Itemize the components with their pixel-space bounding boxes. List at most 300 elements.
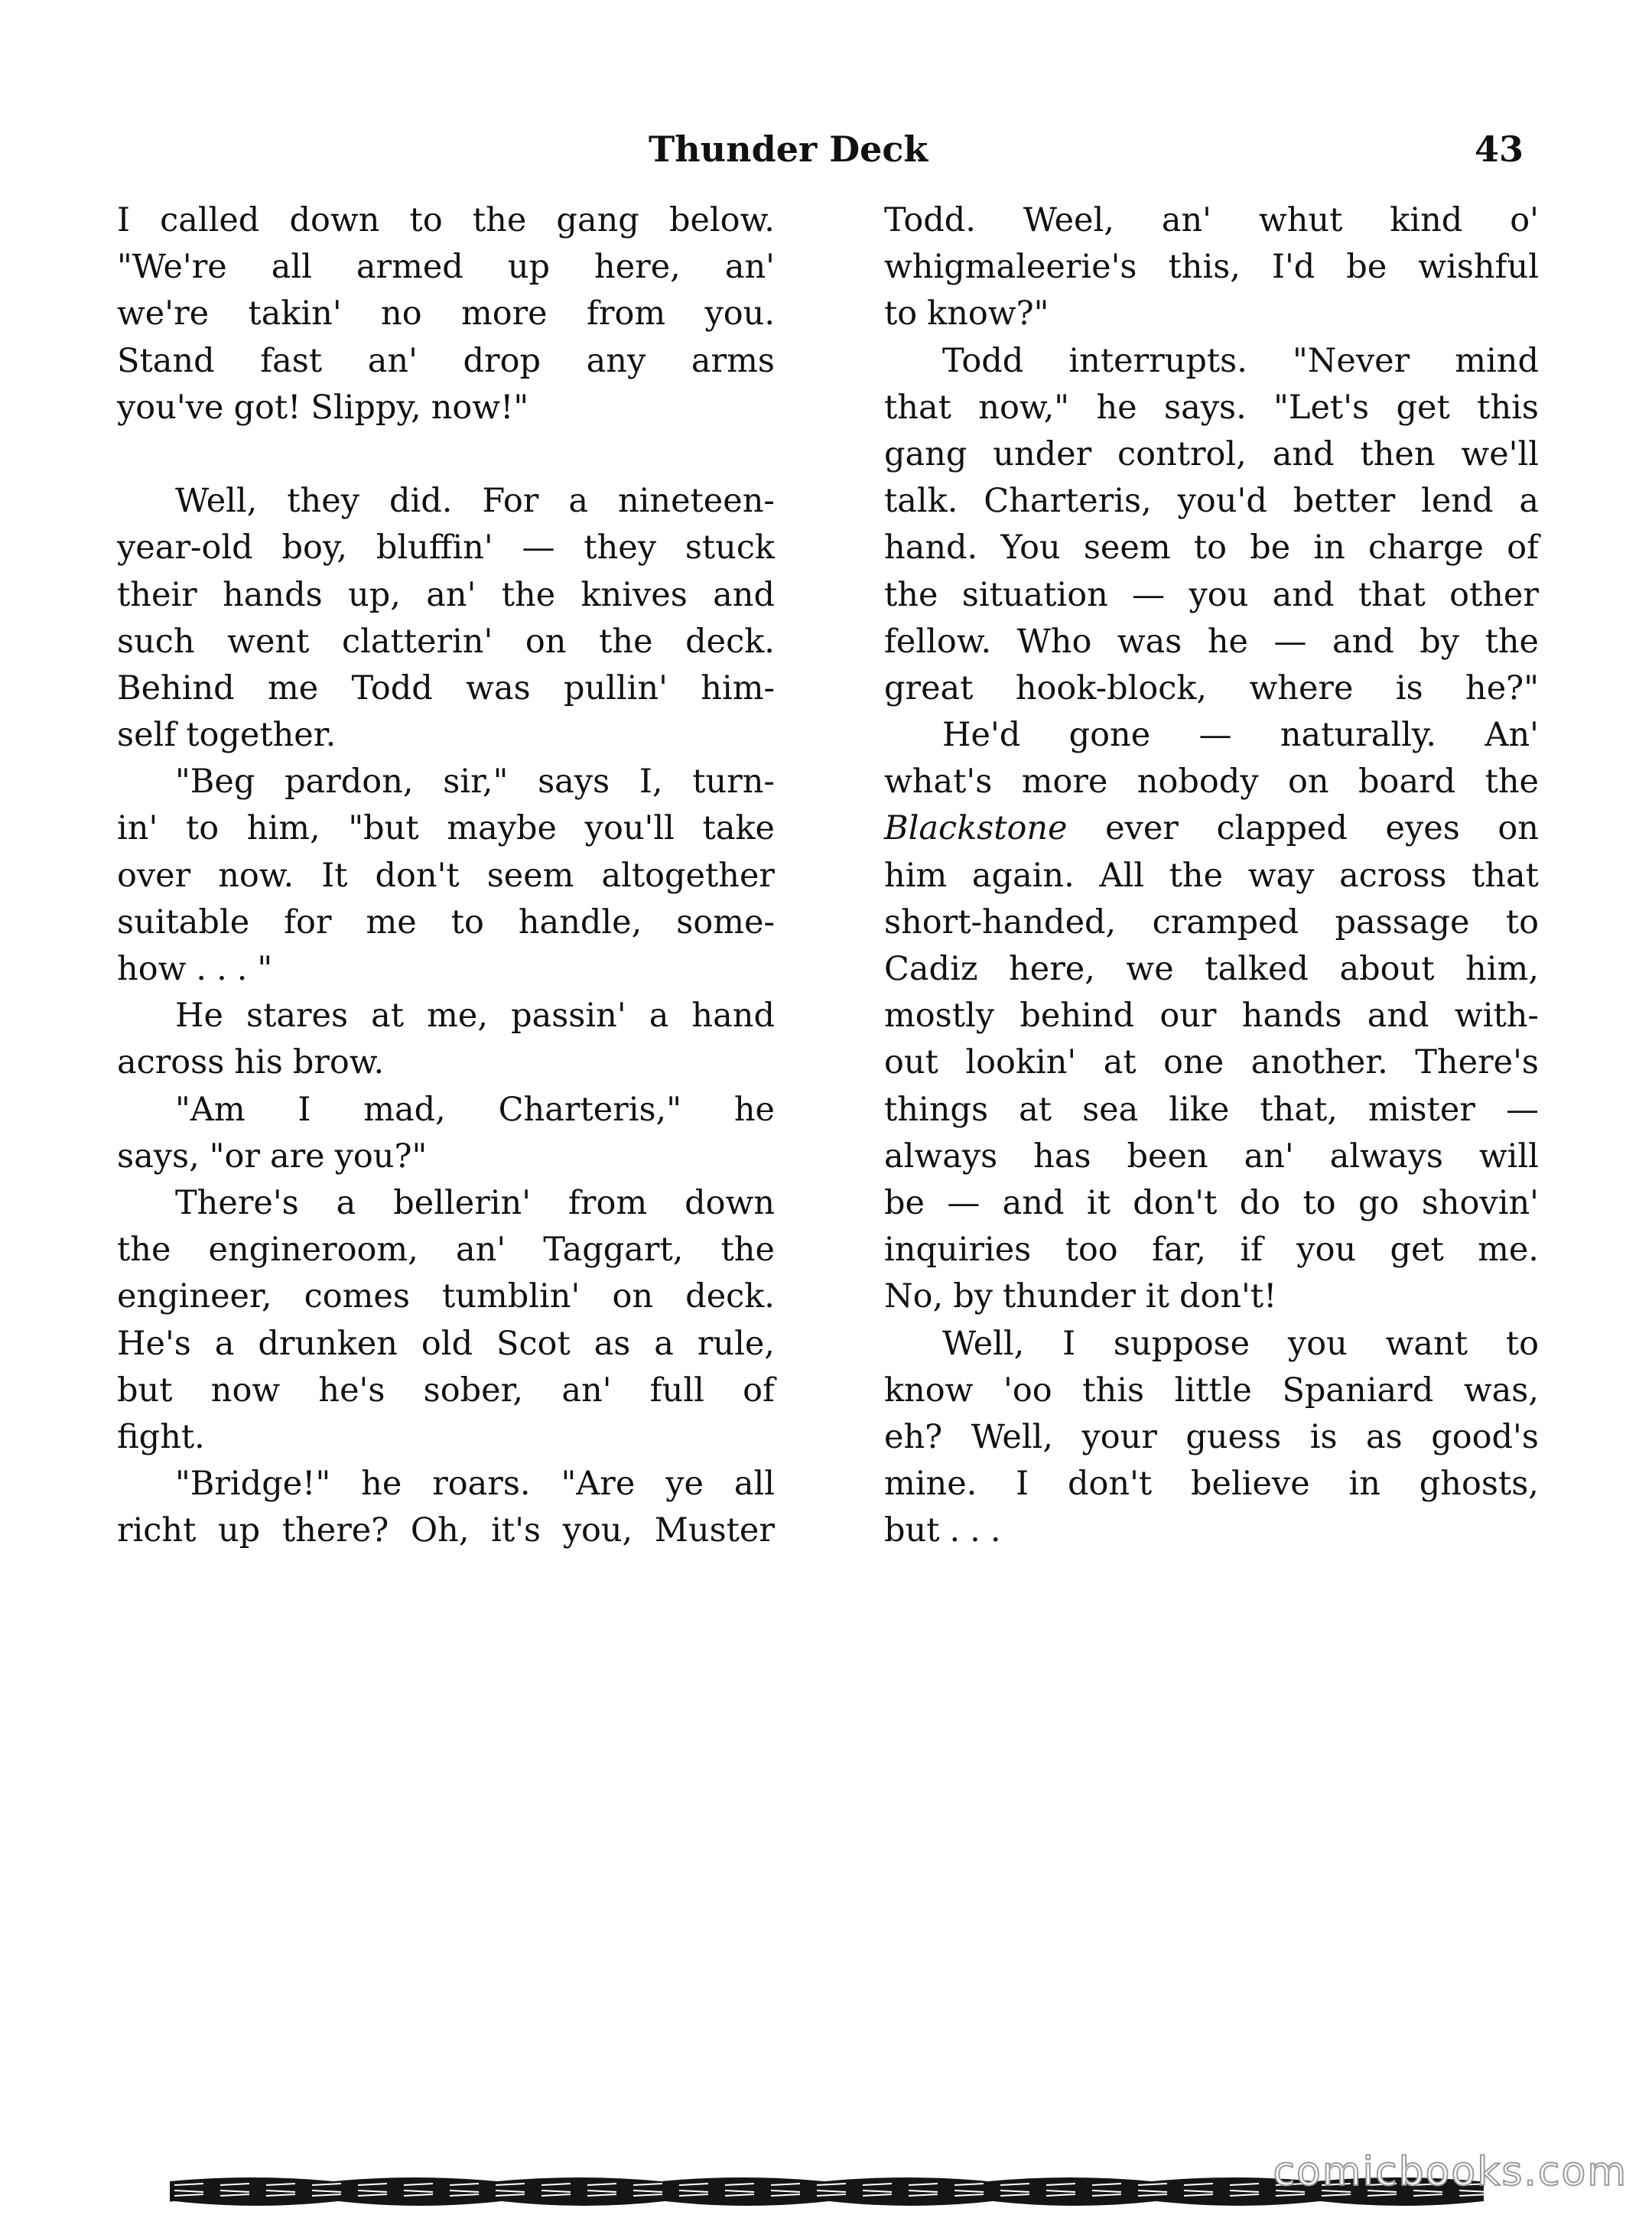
word: about (1339, 950, 1435, 988)
word: shovin' (1421, 1183, 1539, 1222)
word: be (1346, 248, 1387, 287)
word: I, (639, 763, 663, 802)
text-line (884, 572, 1539, 619)
word: here, (1009, 950, 1095, 988)
word: if (1240, 1231, 1263, 1270)
word: on (525, 622, 567, 661)
word: seem (1083, 528, 1171, 568)
word: up (217, 1511, 261, 1550)
word: kind (1390, 201, 1463, 239)
word: that (1472, 856, 1539, 895)
word: you (1287, 1324, 1348, 1363)
word: says. (1164, 388, 1247, 427)
word: ever (1105, 809, 1179, 848)
word: mine. (884, 1465, 977, 1504)
word: again. (971, 856, 1075, 895)
word: they (584, 528, 657, 568)
word: an' (561, 1371, 612, 1410)
word: and (1002, 1183, 1065, 1222)
word: and (1272, 434, 1335, 473)
text-line (117, 899, 775, 946)
word: bellerin' (393, 1183, 532, 1222)
word: do (1239, 1183, 1281, 1222)
word: good's (1431, 1417, 1539, 1456)
word: sea (1082, 1090, 1139, 1129)
text-line (117, 853, 775, 899)
text-line (117, 665, 775, 712)
word: like (1169, 1090, 1230, 1129)
word: me (366, 902, 417, 942)
word: Todd (942, 341, 1024, 380)
word: He (175, 997, 223, 1036)
word: now. (218, 856, 294, 895)
word: "but (348, 809, 419, 848)
word: I (298, 1090, 311, 1129)
word: they (287, 482, 359, 521)
word: — (1505, 1090, 1539, 1129)
word: to (409, 201, 443, 239)
word: you (1296, 1231, 1357, 1270)
word: be (1250, 528, 1291, 568)
text-line (884, 291, 1539, 337)
text-line (884, 1461, 1539, 1507)
word: it (1145, 1277, 1169, 1316)
word: I (1016, 1465, 1029, 1504)
word: Stand (117, 341, 215, 380)
word: — (522, 528, 555, 568)
word: suitable (117, 902, 250, 942)
word: is (1309, 1417, 1338, 1456)
word: talk. (884, 482, 958, 521)
word: the (1485, 622, 1539, 661)
word: the (501, 575, 556, 614)
word: their (117, 575, 197, 614)
text-line (117, 759, 775, 805)
word: passage (1335, 902, 1470, 942)
word: you'd (1177, 482, 1267, 521)
right-text-column (884, 197, 1539, 1554)
word: "Are (561, 1465, 636, 1504)
word: boy, (281, 528, 348, 568)
word: Charteris," (498, 1090, 681, 1129)
word: all (271, 248, 312, 287)
word: guess (1185, 1417, 1282, 1456)
word: from (567, 1183, 648, 1222)
text-line (884, 197, 1539, 244)
word: he's (318, 1371, 385, 1410)
word: — (1273, 622, 1307, 661)
word: There's (1415, 1043, 1539, 1082)
word: was (1117, 622, 1182, 661)
word: we'll (1461, 434, 1539, 473)
word: nineteen- (617, 482, 775, 521)
word: together. (186, 716, 337, 755)
word: to (1302, 1183, 1336, 1222)
word: sir," (443, 763, 509, 802)
text-line (884, 525, 1539, 571)
word: too (1065, 1231, 1118, 1270)
word: fellow. (884, 622, 992, 661)
word: bluffin' (376, 528, 493, 568)
word: pullin' (563, 668, 668, 707)
word: engineroom, (208, 1231, 418, 1270)
text-line (884, 712, 1539, 759)
word: Cadiz (884, 950, 978, 988)
word: you (1189, 575, 1249, 614)
word: interrupts. (1068, 341, 1247, 380)
word: to (1505, 902, 1539, 942)
word: a (214, 1324, 235, 1363)
word: brow. (292, 1043, 385, 1082)
text-line (884, 244, 1539, 291)
word: at (1019, 1090, 1052, 1129)
word: under (993, 434, 1092, 473)
text-line (884, 1227, 1539, 1273)
word: knives (580, 575, 688, 614)
word: where (1249, 668, 1354, 707)
word: rule, (697, 1324, 775, 1363)
word: the (720, 1231, 775, 1270)
word: he (1207, 622, 1248, 661)
text-line (884, 805, 1539, 852)
word: me (268, 668, 319, 707)
text-line (117, 993, 775, 1039)
text-line (117, 1461, 775, 1507)
word: you, (562, 1511, 633, 1550)
word: got! (233, 388, 301, 427)
word: by (1419, 622, 1460, 661)
text-line (117, 572, 775, 619)
word: now!" (431, 388, 529, 427)
word: will (1478, 1137, 1539, 1176)
word: Scot (496, 1324, 571, 1363)
word: gang (884, 434, 967, 473)
word: whut (1258, 201, 1343, 239)
word: — (1198, 716, 1232, 755)
word: . (196, 950, 207, 988)
word: another. (1250, 1043, 1388, 1082)
word: . (990, 1511, 1001, 1550)
word: maybe (447, 809, 557, 848)
word: o' (1510, 201, 1539, 239)
word: and (713, 575, 775, 614)
word: don't (375, 856, 460, 895)
page-number: 43 (1475, 128, 1524, 170)
word: ye (665, 1465, 704, 1504)
word: seem (486, 856, 574, 895)
word: board (1358, 763, 1456, 802)
word: . (970, 1511, 980, 1550)
text-line (884, 1180, 1539, 1227)
word: "Let's (1273, 388, 1370, 427)
word: lend (1421, 482, 1494, 521)
text-line (884, 1507, 1539, 1554)
word: things (884, 1090, 989, 1129)
text-line (117, 712, 775, 759)
word: stares (246, 997, 349, 1036)
word: down (289, 201, 380, 239)
word: that (1358, 575, 1426, 614)
word: Spaniard (1282, 1371, 1434, 1410)
word: lookin' (965, 1043, 1077, 1082)
word: No, (884, 1277, 944, 1316)
word: across (117, 1043, 225, 1082)
word: he (1096, 388, 1137, 427)
word: me, (427, 997, 489, 1036)
text-line (884, 899, 1539, 946)
word: great (884, 668, 974, 707)
text-line (117, 805, 775, 852)
word: says (538, 763, 610, 802)
word: richt (117, 1511, 197, 1550)
word: me. (1478, 1231, 1539, 1270)
word: self (117, 716, 177, 755)
word: you've (117, 388, 224, 427)
word: He'd (942, 716, 1021, 755)
word: — (1132, 575, 1166, 614)
word: All (1099, 856, 1144, 895)
text-line (884, 665, 1539, 712)
word: any (586, 341, 646, 380)
word: . (236, 950, 248, 988)
word: clatterin' (342, 622, 493, 661)
word: deck. (685, 1277, 775, 1316)
word: believe (1191, 1465, 1310, 1504)
word: hand. (884, 528, 978, 568)
word: an' (724, 248, 775, 287)
word: gone (1068, 716, 1151, 755)
word: been (1127, 1137, 1208, 1176)
word: takin' (248, 294, 342, 333)
word: Behind (117, 668, 235, 707)
word: altogether (601, 856, 775, 895)
word: nobody (1137, 763, 1259, 802)
word: control, (1117, 434, 1247, 473)
word: It (321, 856, 348, 895)
word: comes (304, 1277, 410, 1316)
word: get (1390, 1231, 1444, 1270)
word: an' (1244, 1137, 1294, 1176)
word: "Am (175, 1090, 246, 1129)
word: a (568, 482, 588, 521)
word: up, (348, 575, 401, 614)
word: but (117, 1371, 173, 1410)
word: — (947, 1183, 980, 1222)
word: way (1247, 856, 1315, 895)
word: He's (117, 1324, 191, 1363)
word: you?" (334, 1137, 428, 1176)
word: wishful (1418, 248, 1539, 287)
word: he?" (1465, 668, 1539, 707)
word: drop (463, 341, 541, 380)
word: hook-block, (1015, 668, 1208, 707)
word: how (117, 950, 187, 988)
word: hand (691, 997, 775, 1036)
text-line (117, 1321, 775, 1368)
word: to (1193, 528, 1227, 568)
word: to (185, 809, 220, 848)
word: arms (691, 341, 775, 380)
word: inquiries (884, 1231, 1032, 1270)
word: an' (426, 575, 476, 614)
word: such (117, 622, 195, 661)
text-line (884, 1133, 1539, 1180)
word: don't (1067, 1465, 1153, 1504)
word: now (210, 1371, 281, 1410)
word: drunken (258, 1324, 398, 1363)
word: the (472, 201, 527, 239)
word: to (884, 294, 918, 333)
word: old (421, 1324, 473, 1363)
word: all (733, 1465, 775, 1504)
text-line (117, 1087, 775, 1133)
word: cramped (1152, 902, 1299, 942)
word: be (884, 1183, 925, 1222)
word: passin' (511, 997, 626, 1036)
word: Weel, (1023, 201, 1114, 239)
text-line (117, 1414, 775, 1461)
word: he (733, 1090, 775, 1129)
word: go (1358, 1183, 1400, 1222)
word: always (884, 1137, 998, 1176)
word: we (1126, 950, 1174, 988)
word: Well, (942, 1324, 1025, 1363)
word: "Never (1292, 341, 1410, 380)
word: full (649, 1371, 704, 1410)
word: this (1477, 388, 1539, 427)
word: whigmaleerie's (884, 248, 1137, 287)
word: charge (1368, 528, 1484, 568)
word: by (953, 1277, 993, 1316)
word: don't! (1179, 1277, 1277, 1316)
word: his (234, 1043, 283, 1082)
word: was (466, 668, 531, 707)
word: in' (117, 809, 158, 848)
word: a (654, 1324, 674, 1363)
word: up (507, 248, 551, 287)
word: year-old (117, 528, 253, 568)
word: mister (1367, 1090, 1475, 1129)
word: gang (556, 201, 639, 239)
word: an' (455, 1231, 506, 1270)
word: . (949, 1511, 961, 1550)
word: was, (1463, 1371, 1539, 1410)
word: are (269, 1137, 325, 1176)
word: better (1293, 482, 1396, 521)
word: has (1033, 1137, 1091, 1176)
word: Blackstone (884, 809, 1068, 848)
word: on (1288, 763, 1329, 802)
word: handle, (518, 902, 642, 942)
word: down (685, 1183, 775, 1222)
word: as (593, 1324, 631, 1363)
word: the (599, 622, 653, 661)
word: stuck (685, 528, 775, 568)
word: him, (1465, 950, 1539, 988)
word: more (460, 294, 548, 333)
word: out (884, 1043, 938, 1082)
word: clapped (1216, 809, 1348, 848)
word: is (1395, 668, 1423, 707)
word: the (1169, 856, 1224, 895)
word: don't (1133, 1183, 1218, 1222)
word: little (1174, 1371, 1252, 1410)
text-line (884, 619, 1539, 665)
word: he (361, 1465, 402, 1504)
word: know (884, 1371, 974, 1410)
word: always (1329, 1137, 1443, 1176)
word: Well, (971, 1417, 1053, 1456)
word: our (1159, 997, 1217, 1036)
word: an' (1161, 201, 1211, 239)
word: and (1367, 997, 1429, 1036)
word: want (1385, 1324, 1468, 1363)
word: you. (704, 294, 775, 333)
word: There's (175, 1183, 299, 1222)
paragraph-gap (117, 431, 775, 478)
word: and (1332, 622, 1394, 661)
word: get (1396, 388, 1450, 427)
word: him, (246, 809, 320, 848)
word: An' (1485, 716, 1539, 755)
word: here, (594, 248, 681, 287)
word: 'oo (1003, 1371, 1052, 1410)
word: mad, (363, 1090, 446, 1129)
text-line (117, 197, 775, 244)
word: in (1313, 528, 1345, 568)
word: sober, (423, 1371, 524, 1410)
word: mostly (884, 997, 995, 1036)
word: Todd. (884, 201, 976, 239)
word: but (884, 1511, 940, 1550)
text-line (884, 1087, 1539, 1133)
text-line (884, 385, 1539, 431)
text-line (884, 431, 1539, 478)
word: this, (1168, 248, 1241, 287)
word: and (1272, 575, 1335, 614)
word: for (284, 902, 332, 942)
word: Muster (654, 1511, 775, 1550)
word: You (1000, 528, 1061, 568)
text-line (884, 853, 1539, 899)
word: a (1519, 482, 1539, 521)
text-line (117, 619, 775, 665)
text-line (117, 1368, 775, 1414)
word: it's (491, 1511, 541, 1550)
word: says, (117, 1137, 200, 1176)
text-line (117, 244, 775, 291)
word: For (482, 482, 539, 521)
word: Well, (175, 482, 258, 521)
word: what's (884, 763, 993, 802)
word: deck. (685, 622, 775, 661)
word: fast (260, 341, 323, 380)
word: over (117, 856, 191, 895)
word: at (1103, 1043, 1137, 1082)
word: take (702, 809, 775, 848)
text-line (884, 1273, 1539, 1320)
word: behind (1019, 997, 1135, 1036)
word: across (1339, 856, 1447, 895)
word: I (117, 201, 130, 239)
word: that (884, 388, 951, 427)
word: Who (1016, 622, 1092, 661)
word: other (1449, 575, 1539, 614)
text-line (117, 525, 775, 571)
word: from (586, 294, 666, 333)
word: Slippy, (311, 388, 421, 427)
watermark: comicbooks.com (1273, 2149, 1628, 2195)
